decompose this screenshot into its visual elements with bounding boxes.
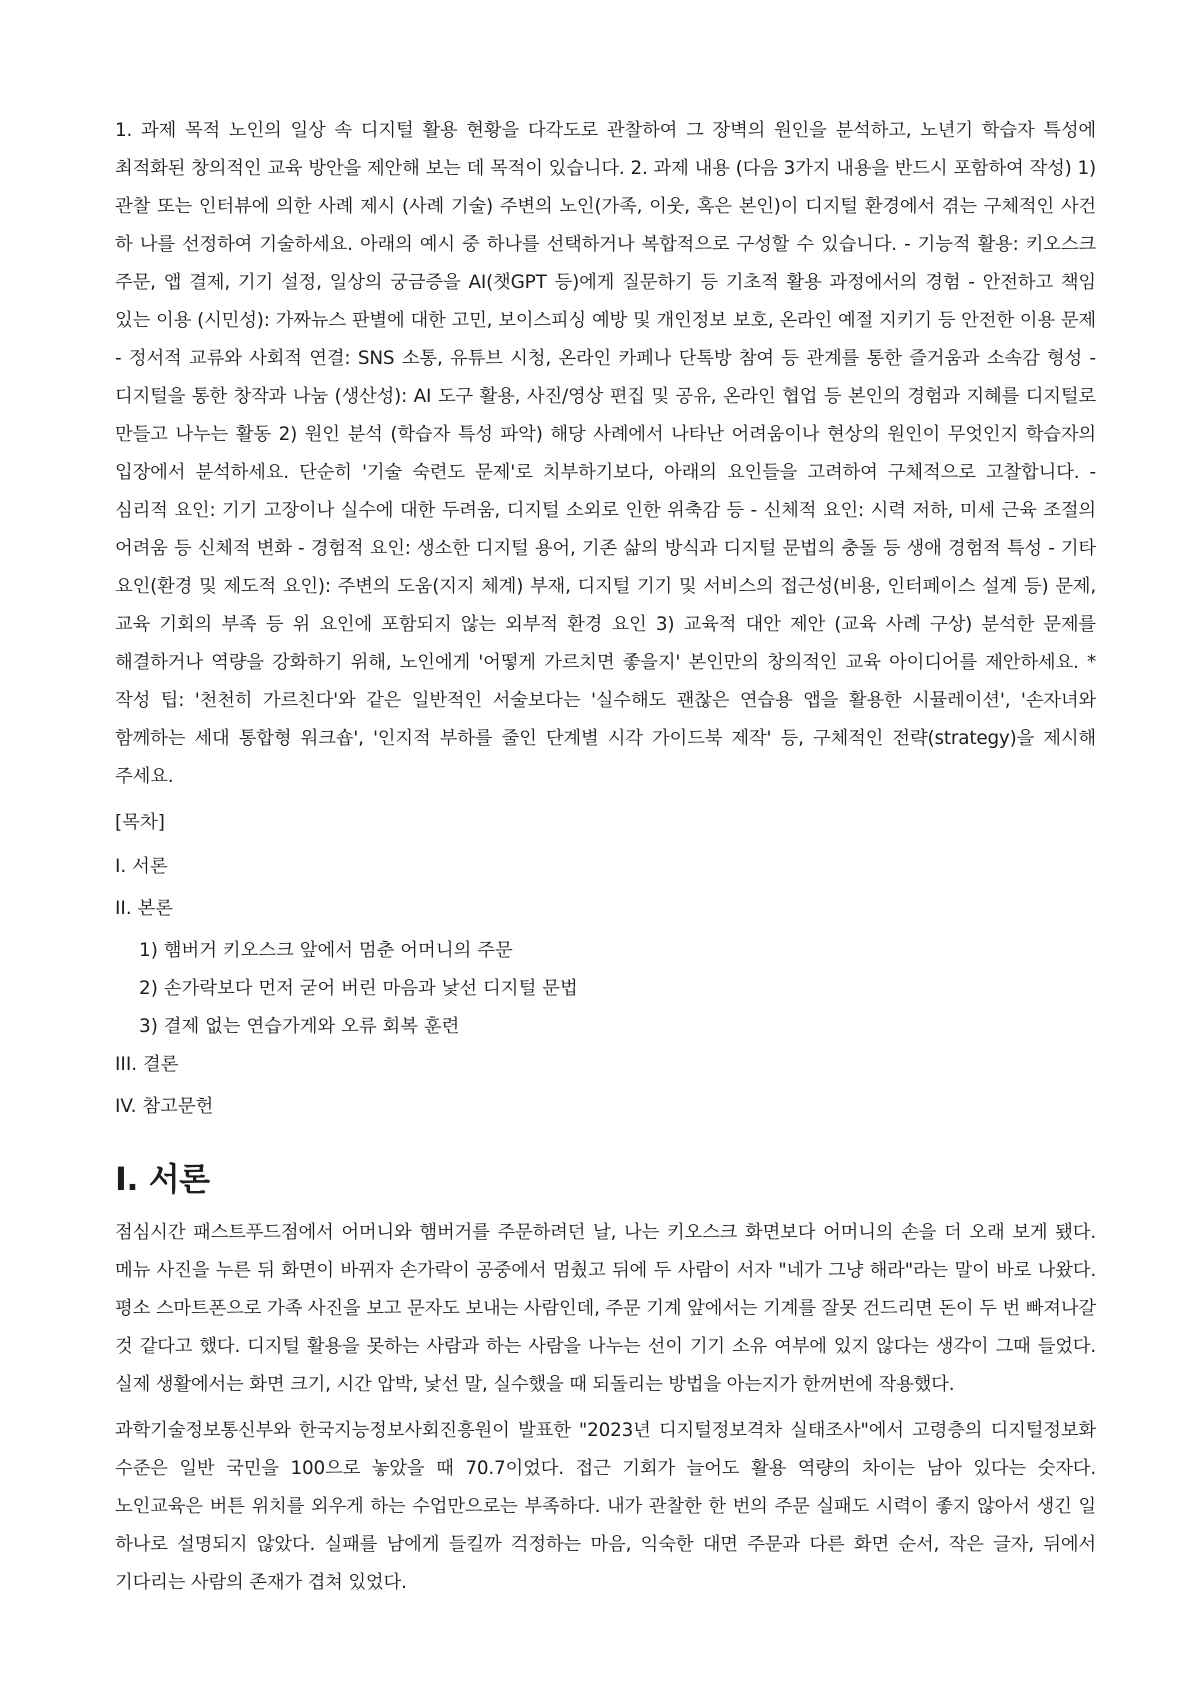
- toc-item-body-2: 2) 손가락보다 먼저 굳어 버린 마음과 낯선 디지털 문법: [139, 978, 578, 999]
- toc-item-body: II. 본론: [115, 898, 174, 919]
- toc-item-references: IV. 참고문헌: [115, 1096, 214, 1117]
- toc-item-body-3: 3) 결제 없는 연습가게와 오류 회복 훈련: [139, 1016, 460, 1037]
- toc-list: [115, 848, 1096, 1126]
- intro-paragraph-1: 점심시간 패스트푸드점에서 어머니와 햄버거를 주문하려던 날, 나는 키오스크 화면보다 어머니의 손을 더 오래 보게 됐다. 메뉴 사진을 누른 뒤 화면이 바뀌자 손가락이 공중에서 멈췄고 뒤에 두 사람이 서자 "네가 그냥 해라"라는 말이 바로 나왔다. 평소 스마트폰으로 가족 사진을 보고 문자도 보내는 사람인데, 주문 기계 앞에서는 기계를 잘못 건드리면 돈이 두 번 빠져나갈 것 같다고 했다. 디지털 활용을 못하는 사람과 하는 사람을 나누는 선이 기기 소유 여부에 있지 않다는 생각이 그때 들었다. 실제 생활에서는 화면 크기, 시간 압박, 낯선 말, 실수했을 때 되돌리는 방법을 아는지가 한꺼번에 작용했다.: [115, 1222, 1096, 1395]
- table-of-contents: [115, 804, 1096, 1126]
- section-heading-introduction: I. 서론: [115, 1160, 210, 1198]
- toc-item-body-1: 1) 햄버거 키오스크 앞에서 멈춘 어머니의 주문: [139, 940, 513, 961]
- toc-item-conclusion: III. 결론: [115, 1054, 179, 1075]
- assignment-description: 1. 과제 목적 노인의 일상 속 디지털 활용 현황을 다각도로 관찰하여 그 장벽의 원인을 분석하고, 노년기 학습자 특성에 최적화된 창의적인 교육 방안을 제안해 보는 데 목적이 있습니다. 2. 과제 내용 (다음 3가지 내용을 반드시 포함하여 작성) 1) 관찰 또는 인터뷰에 의한 사례 제시 (사례 기술) 주변의 노인(가족, 이웃, 혹은 본인)이 디지털 환경에서 겪는 구체적인 사건 하 나를 선정하여 기술하세요. 아래의 예시 중 하나를 선택하거나 복합적으로 구성할 수 있습니다. - 기능적 활용: 키오스크 주문, 앱 결제, 기기 설정, 일상의 궁금증을 AI(챗GPT 등)에게 질문하기 등 기초적 활용 과정에서의 경험 - 안전하고 책임 있는 이용 (시민성): 가짜뉴스 판별에 대한 고민, 보이스피싱 예방 및 개인정보 보호, 온라인 예절 지키기 등 안전한 이용 문제 - 정서적 교류와 사회적 연결: SNS 소통, 유튜브 시청, 온라인 카페나 단톡방 참여 등 관계를 통한 즐거움과 소속감 형성 - 디지털을 통한 창작과 나눔 (생산성): AI 도구 활용, 사진/영상 편집 및 공유, 온라인 협업 등 본인의 경험과 지혜를 디지털로 만들고 나누는 활동 2) 원인 분석 (학습자 특성 파악) 해당 사례에서 나타난 어려움이나 현상의 원인이 무엇인지 학습자의 입장에서 분석하세요. 단순히 '기술 숙련도 문제'로 치부하기보다, 아래의 요인들을 고려하여 구체적으로 고찰합니다. - 심리적 요인: 기기 고장이나 실수에 대한 두려움, 디지털 소외로 인한 위축감 등 - 신체적 요인: 시력 저하, 미세 근육 조절의 어려움 등 신체적 변화 - 경험적 요인: 생소한 디지털 용어, 기존 삶의 방식과 디지털 문법의 충돌 등 생애 경험적 특성 - 기타 요인(환경 및 제도적 요인): 주변의 도움(지지 체계) 부재, 디지털 기기 및 서비스의 접근성(비용, 인터페이스 설계 등) 문제, 교육 기회의 부족 등 위 요인에 포함되지 않는 외부적 환경 요인 3) 교육적 대안 제안 (교육 사례 구상) 분석한 문제를 해결하거나 역량을 강화하기 위해, 노인에게 '어떻게 가르치면 좋을지' 본인만의 창의적인 교육 아이디어를 제안하세요. * 작성 팁: '천천히 가르친다'와 같은 일반적인 서술보다는 '실수해도 괜찮은 연습용 앱을 활용한 시뮬레이션', '손자녀와 함께하는 세대 통합형 워크숍', '인지적 부하를 줄인 단계별 시각 가이드북 제작' 등, 구체적인 전략(strategy)을 제시해 주세요.: [115, 120, 1096, 787]
- toc-item-introduction: I. 서론: [115, 856, 168, 877]
- intro-paragraph-2: 과학기술정보통신부와 한국지능정보사회진흥원이 발표한 "2023년 디지털정보격차 실태조사"에서 고령층의 디지털정보화 수준은 일반 국민을 100으로 놓았을 때 70.7이었다. 접근 기회가 늘어도 활용 역량의 차이는 남아 있다는 숫자다. 노인교육은 버튼 위치를 외우게 하는 수업만으로는 부족하다. 내가 관찰한 한 번의 주문 실패도 시력이 좋지 않아서 생긴 일 하나로 설명되지 않았다. 실패를 남에게 들킬까 걱정하는 마음, 익숙한 대면 주문과 다른 화면 순서, 작은 글자, 뒤에서 기다리는 사람의 존재가 겹쳐 있었다.: [115, 1420, 1096, 1593]
- toc-title: [목차]: [115, 812, 165, 833]
